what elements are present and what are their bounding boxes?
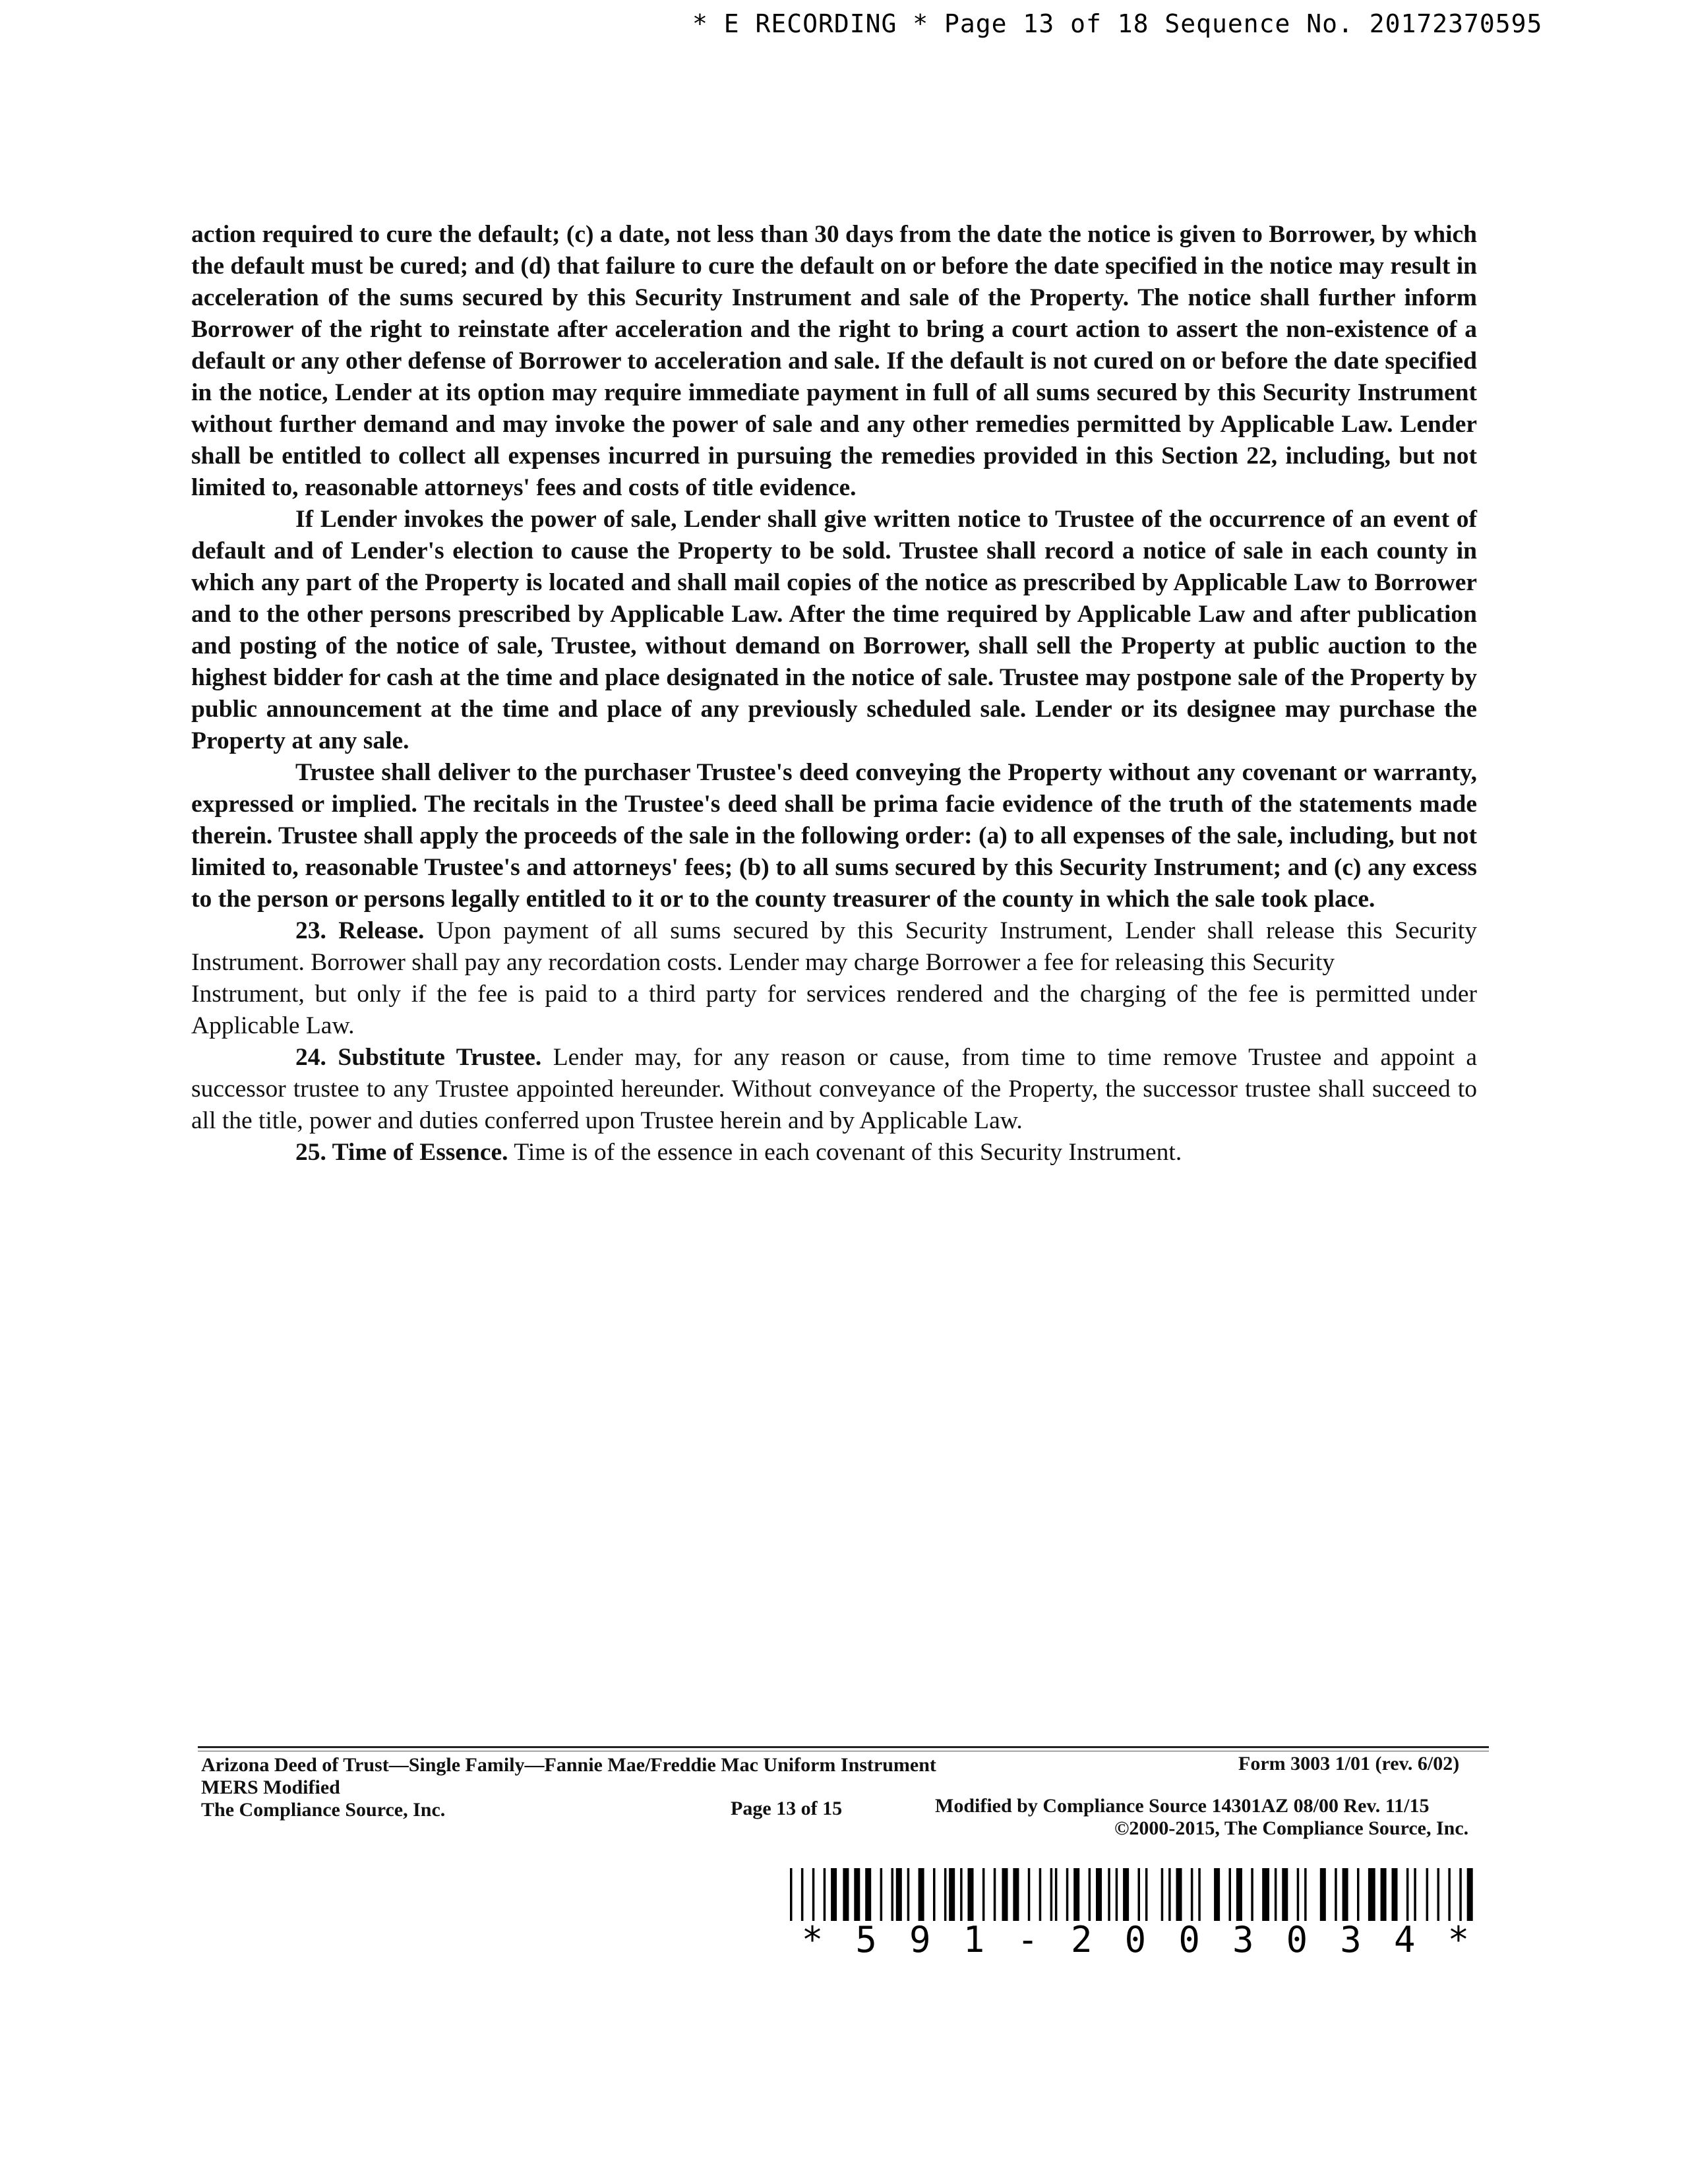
recording-header: * E RECORDING * Page 13 of 18 Sequence No. 20172370595 [692,9,1543,38]
footer-page-number: Page 13 of 15 [731,1798,843,1819]
section-23-release [191,915,1477,979]
barcode-char: - [1017,1919,1039,1960]
footer-instrument-title: Arizona Deed of Trust—Single Family—Fannie Mae/Freddie Mac Uniform Instrument [201,1754,936,1776]
section-24-text: Lender may, for any reason or cause, from time to time remove Trustee and appoint a successor trustee to any Trustee appointed hereunder. Without conveyance of the Property, the successor trustee shall succeed to all the title, power and duties conferred upon Trustee herein and by Applicable Law. [191,1044,1478,1134]
section-25-time-of-essence [191,1137,1477,1168]
barcode-char: 0 [1178,1919,1200,1960]
footer-divider [198,1746,1489,1748]
paragraph-default-notice: action required to cure the default; (c) a date, not less than 30 days from the date the notice is given to Borrower, by which the default must be cured; and (d) that failure to cure the default on or before the date specified in the notice may result in acceleration of the sums secured by this Security Instrument and sale of the Property. The notice shall further inform Borrower of the right to reinstate after acceleration and the right to bring a court action to assert the non-existence of a default or any other defense of Borrower to acceleration and sale. If the default is not cured on or before the date specified in the notice, Lender at its option may require immediate payment in full of all sums secured by this Security Instrument without further demand and may invoke the power of sale and any other remedies permitted by Applicable Law. Lender shall be entitled to collect all expenses incurred in pursuing the remedies provided in this Section 22, including, but not limited to, reasonable attorneys' fees and costs of title evidence. [191,221,1477,501]
barcode-char: * [801,1919,824,1960]
barcode-char: 5 [855,1919,877,1960]
section-23-heading: 23. Release. [295,917,425,944]
barcode-char: 3 [1232,1919,1254,1960]
barcode-char: 9 [909,1919,931,1960]
barcode-char: * [1447,1919,1470,1960]
barcode-char: 0 [1124,1919,1147,1960]
barcode-human-readable [799,1919,1472,1960]
section-23-text-a: Upon payment of all sums secured by this Security Instrument, Lender shall release this Security Instrument. Borrower shall pay any recordation costs. Lender may charge Borrower a fee for releasing this Security [191,917,1478,976]
section-24-heading: 24. Substitute Trustee. [295,1044,542,1071]
footer-form-number: Form 3003 1/01 (rev. 6/02) [1238,1753,1460,1774]
footer-company: The Compliance Source, Inc. [201,1799,446,1821]
document-body [191,219,1477,1168]
section-25-heading: 25. Time of Essence. [295,1139,508,1166]
section-25-text: Time is of the essence in each covenant of this Security Instrument. [514,1139,1182,1166]
barcode-char: 1 [963,1919,985,1960]
paragraph-trustee-deed: Trustee shall deliver to the purchaser Trustee's deed conveying the Property without any covenant or warranty, expressed or implied. The recitals in the Trustee's deed shall be prima facie evidence of the truth of the statements made therein. Trustee shall apply the proceeds of the sale in the following order: (a) to all expenses of the sale, including, but not limited to, reasonable Trustee's and attorneys' fees; (b) to all sums secured by this Security Instrument; and (c) any excess to the person or persons legally entitled to it or to the county treasurer of the county in which the sale took place. [191,759,1477,913]
barcode-char: 3 [1340,1919,1362,1960]
footer-copyright: ©2000-2015, The Compliance Source, Inc. [1114,1817,1469,1839]
footer-modified-by: Modified by Compliance Source 14301AZ 08/00 Rev. 11/15 [935,1795,1430,1817]
barcode-char: 0 [1286,1919,1308,1960]
footer-mers-modified: MERS Modified [201,1776,340,1798]
section-23-continuation: Instrument, but only if the fee is paid to a third party for services rendered and the charging of the fee is permitted under Applicable Law. [191,981,1477,1039]
barcode-char: 2 [1071,1919,1093,1960]
paragraph-power-of-sale: If Lender invokes the power of sale, Lender shall give written notice to Trustee of the occurrence of an event of default and of Lender's election to cause the Property to be sold. Trustee shall record a notice of sale in each county in which any part of the Property is located and shall mail copies of the notice as prescribed by Applicable Law to Borrower and to the other persons prescribed by Applicable Law. After the time required by Applicable Law and after publication and posting of the notice of sale, Trustee, without demand on Borrower, shall sell the Property at public auction to the highest bidder for cash at the time and place designated in the notice of sale. Trustee may postpone sale of the Property by public announcement at the time and place of any previously scheduled sale. Lender or its designee may purchase the Property at any sale. [191,506,1477,754]
section-24-substitute-trustee [191,1042,1477,1137]
barcode-bars [790,1868,1479,1921]
barcode-char: 4 [1393,1919,1416,1960]
